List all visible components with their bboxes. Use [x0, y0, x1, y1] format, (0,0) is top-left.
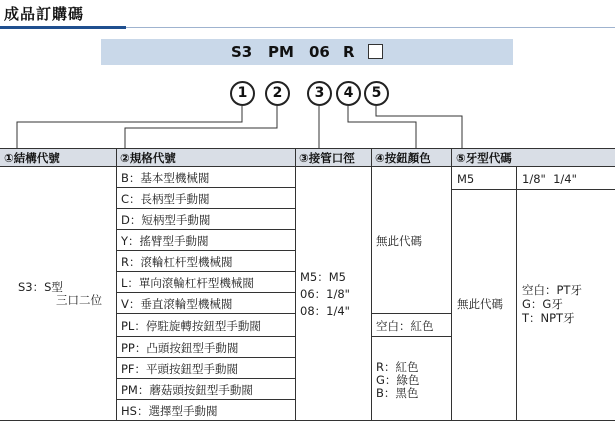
header-structure-code: ①結構代號	[4, 151, 60, 165]
structure-code-value: S3：S型	[18, 280, 63, 294]
thread-pt: 空白：PT牙	[522, 283, 582, 297]
section-title: 成品訂購碼	[4, 5, 85, 23]
button-color-black: B：黑色	[376, 386, 419, 400]
port-size-06: 06：1/8"	[300, 287, 350, 301]
spec-item: Y：搖臂型手動閥	[121, 234, 209, 248]
order-code-s3: S3	[231, 43, 253, 61]
thread-npt: T：NPT牙	[522, 311, 575, 325]
thread-none: 無此代碼	[457, 297, 503, 311]
button-color-green: G：綠色	[376, 373, 420, 387]
spec-item: C：長柄型手動閥	[121, 192, 210, 206]
button-color-none: 無此代碼	[376, 234, 422, 248]
spec-item: D：短柄型手動閥	[121, 213, 211, 227]
spec-item: R：滾輪杠杆型機械閥	[121, 255, 233, 269]
port-size-08: 08：1/4"	[300, 304, 350, 318]
header-thread-type: ⑤牙型代碼	[456, 151, 512, 165]
spec-item: PL：停駐旋轉按鈕型手動閥	[121, 319, 261, 333]
header-button-color: ④按鈕顏色	[375, 151, 431, 165]
header-spec-code: ②規格代號	[120, 151, 176, 165]
spec-item: HS：選擇型手動閥	[121, 404, 218, 418]
order-code-pm: PM	[268, 43, 294, 61]
button-color-blank: 空白：紅色	[376, 319, 434, 333]
marker-3: 3	[307, 81, 332, 106]
structure-code-desc: 三口二位	[56, 293, 102, 307]
spec-item: PP：凸頭按鈕型手動閥	[121, 341, 239, 355]
marker-1: 1	[230, 81, 255, 106]
spec-item: B：基本型機械閥	[121, 171, 210, 185]
order-code-size: 06	[309, 43, 330, 61]
spec-item: PF：平頭按鈕型手動閥	[121, 362, 239, 376]
button-color-red: R：紅色	[376, 360, 419, 374]
port-size-m5: M5：M5	[300, 270, 346, 284]
spec-item: L：單向滾輪杠杆型機械閥	[121, 276, 254, 290]
spec-item: V：垂直滾輪型機械閥	[121, 297, 233, 311]
spec-item: PM：蘑菇頭按鈕型手動閥	[121, 383, 253, 397]
marker-2: 2	[265, 81, 290, 106]
header-port-size: ③接管口徑	[299, 151, 355, 165]
marker-4: 4	[336, 81, 361, 106]
order-code-color: R	[343, 43, 355, 61]
thread-sizes: 1/8" 1/4"	[522, 172, 577, 186]
thread-g: G：G牙	[522, 297, 563, 311]
thread-code-m5: M5	[457, 172, 475, 186]
marker-5: 5	[364, 81, 389, 106]
